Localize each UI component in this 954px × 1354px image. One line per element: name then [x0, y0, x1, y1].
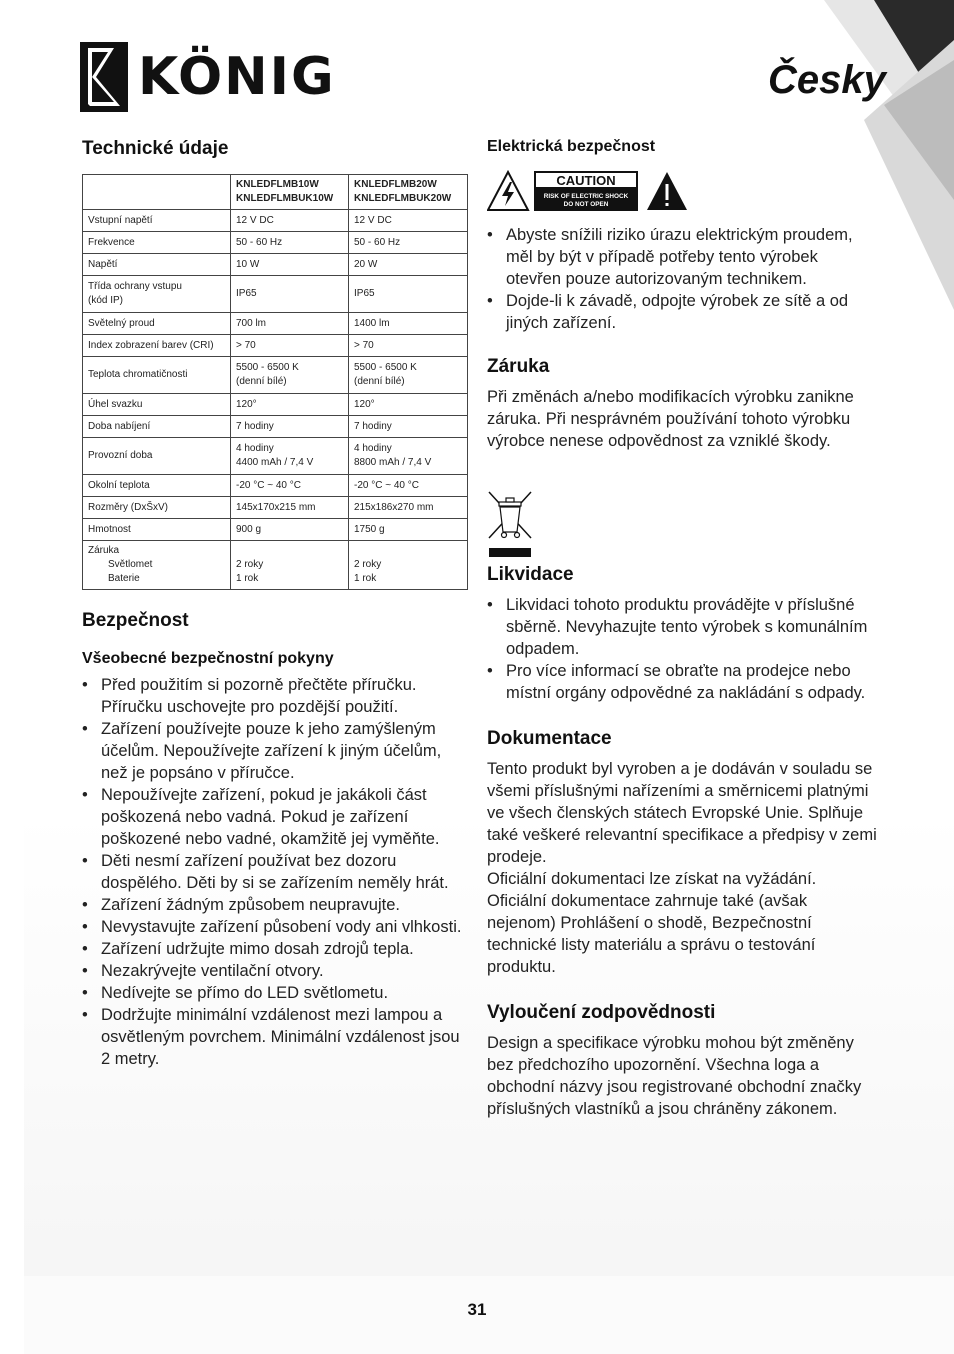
caution-line1: RISK OF ELECTRIC SHOCK [543, 193, 629, 200]
spec-cell-value: > 70 [349, 335, 468, 357]
list-item: • Dodržujte minimální vzdálenost mezi lampou a osvětleným povrchem. Minimální vzdálenost jsou 2 metry. [82, 1004, 468, 1070]
spec-cell-value: 120° [231, 394, 349, 416]
page-number: 31 [467, 1300, 487, 1319]
list-item: • Abyste snížili riziko úrazu elektrickým proudem, měl by být v případě potřeby tento výrobek otevřen pouze autorizovaným technikem. [487, 224, 877, 290]
list-item: • Likvidaci tohoto produktu provádějte v příslušné sběrně. Nevyhazujte tento výrobek s komunálním odpadem. [487, 594, 877, 660]
warranty-val1a: 2 roky [236, 559, 264, 570]
disposal-list [487, 594, 877, 704]
caution-line2: DO NOT OPEN [563, 201, 609, 208]
spec-cell-label: Hmotnost [83, 519, 231, 541]
spec-cell-value: 900 g [231, 519, 349, 541]
spec-cell-value [349, 541, 468, 590]
spec-cell-value: 12 V DC [349, 210, 468, 232]
spec-cell-label: Napětí [83, 254, 231, 276]
spec-cell-value: -20 °C ~ 40 °C [349, 475, 468, 497]
spec-row [83, 497, 468, 519]
spec-cell-label: Provozní doba [83, 438, 231, 475]
spec-cell-label: Světelný proud [83, 313, 231, 335]
spec-cell-value: 120° [349, 394, 468, 416]
spec-row [83, 394, 468, 416]
right-column-content [487, 224, 877, 452]
spec-cell-value: 145x170x215 mm [231, 497, 349, 519]
warranty-label: Záruka [88, 545, 120, 556]
warranty-val2a: 2 roky [354, 559, 382, 570]
spec-cell-value: 1750 g [349, 519, 468, 541]
tech-title: Technické údaje [82, 138, 229, 159]
spec-cell-value: 5500 - 6500 K (denní bílé) [349, 357, 468, 394]
spec-cell-value: IP65 [231, 276, 349, 313]
spec-header-model1: KNLEDFLMB10W KNLEDFLMBUK10W [231, 175, 349, 210]
spec-cell-value: 10 W [231, 254, 349, 276]
right-column [487, 138, 877, 156]
spec-row [83, 313, 468, 335]
spec-row [83, 335, 468, 357]
spec-cell-value: 4 hodiny 4400 mAh / 7,4 V [231, 438, 349, 475]
list-item: • Pro více informací se obraťte na prodejce nebo místní orgány odpovědné za nakládání s odpady. [487, 660, 877, 704]
spec-cell-value: 50 - 60 Hz [231, 232, 349, 254]
spec-cell-value: 7 hodiny [231, 416, 349, 438]
spec-cell-label: Doba nabíjení [83, 416, 231, 438]
documentation-title: Dokumentace [487, 728, 612, 749]
spec-row [83, 416, 468, 438]
spec-row [83, 210, 468, 232]
spec-header-model2: KNLEDFLMB20W KNLEDFLMBUK20W [349, 175, 468, 210]
spec-cell-value [231, 541, 349, 590]
spec-cell-value: 1400 lm [349, 313, 468, 335]
spec-row [83, 519, 468, 541]
disposal-title: Likvidace [487, 564, 574, 585]
spec-cell-label: Teplota chromatičnosti [83, 357, 231, 394]
safety-title: Bezpečnost [82, 610, 189, 631]
caution-word: CAUTION [556, 173, 616, 188]
spec-cell-value: IP65 [349, 276, 468, 313]
spec-row [83, 438, 468, 475]
spec-cell-label: Úhel svazku [83, 394, 231, 416]
list-item: • Zařízení používejte pouze k jeho zamýšleným účelům. Nepoužívejte zařízení k jiným účelům, než je popsáno v příručce. [82, 718, 468, 784]
disclaimer-title: Vyloučení zodpovědnosti [487, 1002, 716, 1023]
spec-row [83, 276, 468, 313]
spec-cell-label: Vstupní napětí [83, 210, 231, 232]
konig-logo-mark-icon [80, 42, 128, 112]
warranty-sub2: Baterie [108, 573, 140, 584]
disclaimer-text: Design a specifikace výrobku mohou být změněny bez předchozího upozornění. Všechna loga a obchodní názvy jsou registrované obchodní značky příslušných vlastníků a jsou chráněny zákonem. [487, 1034, 862, 1118]
spec-header-empty [83, 175, 231, 210]
weee-bin-icon [487, 490, 533, 558]
spec-cell-value: 12 V DC [231, 210, 349, 232]
list-item: • Nezakrývejte ventilační otvory. [82, 960, 468, 982]
list-item: • Zařízení žádným způsobem neupravujte. [82, 894, 468, 916]
safety-list [82, 674, 468, 1070]
brand-name: KÖNIG [138, 47, 336, 107]
spec-cell-label: Index zobrazení barev (CRI) [83, 335, 231, 357]
spec-cell-value: 215x186x270 mm [349, 497, 468, 519]
warranty-val2b: 1 rok [354, 573, 377, 584]
safety-subtitle: Všeobecné bezpečnostní pokyny [82, 650, 334, 667]
list-item: • Nedívejte se přímo do LED světlometu. [82, 982, 468, 1004]
spec-cell-value: > 70 [231, 335, 349, 357]
spec-table [82, 174, 468, 590]
spec-cell-label: Třída ochrany vstupu (kód IP) [83, 276, 231, 313]
list-item: • Zařízení udržujte mimo dosah zdrojů tepla. [82, 938, 468, 960]
warranty-sub1: Světlomet [108, 559, 153, 570]
spec-cell-value: 5500 - 6500 K (denní bílé) [231, 357, 349, 394]
documentation-text-1: Tento produkt byl vyroben a je dodáván v souladu se všemi příslušnými nařízeními a směrnicemi platnými ve všech členských státech Evropské Unie. Splňuje také veškeré relevantní specifikace a předpisy v zemi prodeje. [487, 760, 877, 866]
spec-header-row [83, 175, 468, 210]
documentation-text-2: Oficiální dokumentaci lze získat na vyžádání. Oficiální dokumentace zahrnuje také (avšak nejenom) Prohlášení o shodě, Bezpečnostní technické listy materiálu a správu o testování produktu. [487, 870, 817, 976]
spec-cell-value: 7 hodiny [349, 416, 468, 438]
list-item: • Před použitím si pozorně přečtěte příručku. Příručku uschovejte pro pozdější použití. [82, 674, 468, 718]
list-item: • Nepoužívejte zařízení, pokud je jakákoli část poškozená nebo vadná. Pokud je zařízení poškozené nebo vadné, okamžitě jej vyměňte. [82, 784, 468, 850]
spec-row [83, 357, 468, 394]
list-item: • Nevystavujte zařízení působení vody ani vlhkosti. [82, 916, 468, 938]
spec-row [83, 254, 468, 276]
konig-logo [80, 42, 336, 112]
spec-cell-value: 20 W [349, 254, 468, 276]
electrical-list [487, 224, 877, 334]
right-column-lower [487, 564, 877, 1120]
spec-cell-label: Rozměry (DxŠxV) [83, 497, 231, 519]
language-heading: Česky [768, 58, 886, 102]
warranty-text: Při změnách a/nebo modifikacích výrobku zanikne záruka. Při nesprávném používání tohoto výrobku výrobce nenese odpovědnost za vzniklé škody. [487, 388, 854, 450]
spec-cell-value: 700 lm [231, 313, 349, 335]
spec-cell-label: Okolní teplota [83, 475, 231, 497]
spec-cell-value: 4 hodiny 8800 mAh / 7,4 V [349, 438, 468, 475]
caution-label [487, 170, 689, 212]
spec-cell-label: Frekvence [83, 232, 231, 254]
electrical-title: Elektrická bezpečnost [487, 138, 656, 155]
warranty-title: Záruka [487, 356, 550, 377]
left-column [82, 138, 468, 1070]
spec-cell-value: -20 °C ~ 40 °C [231, 475, 349, 497]
spec-row [83, 475, 468, 497]
spec-row [83, 232, 468, 254]
spec-cell-value: 50 - 60 Hz [349, 232, 468, 254]
list-item: • Dojde-li k závadě, odpojte výrobek ze sítě a od jiných zařízení. [487, 290, 877, 334]
list-item: • Děti nesmí zařízení používat bez dozoru dospělého. Děti by si se zařízením neměly hrát. [82, 850, 468, 894]
warranty-val1b: 1 rok [236, 573, 259, 584]
spec-row-warranty [83, 541, 468, 590]
spec-cell-label [83, 541, 231, 590]
